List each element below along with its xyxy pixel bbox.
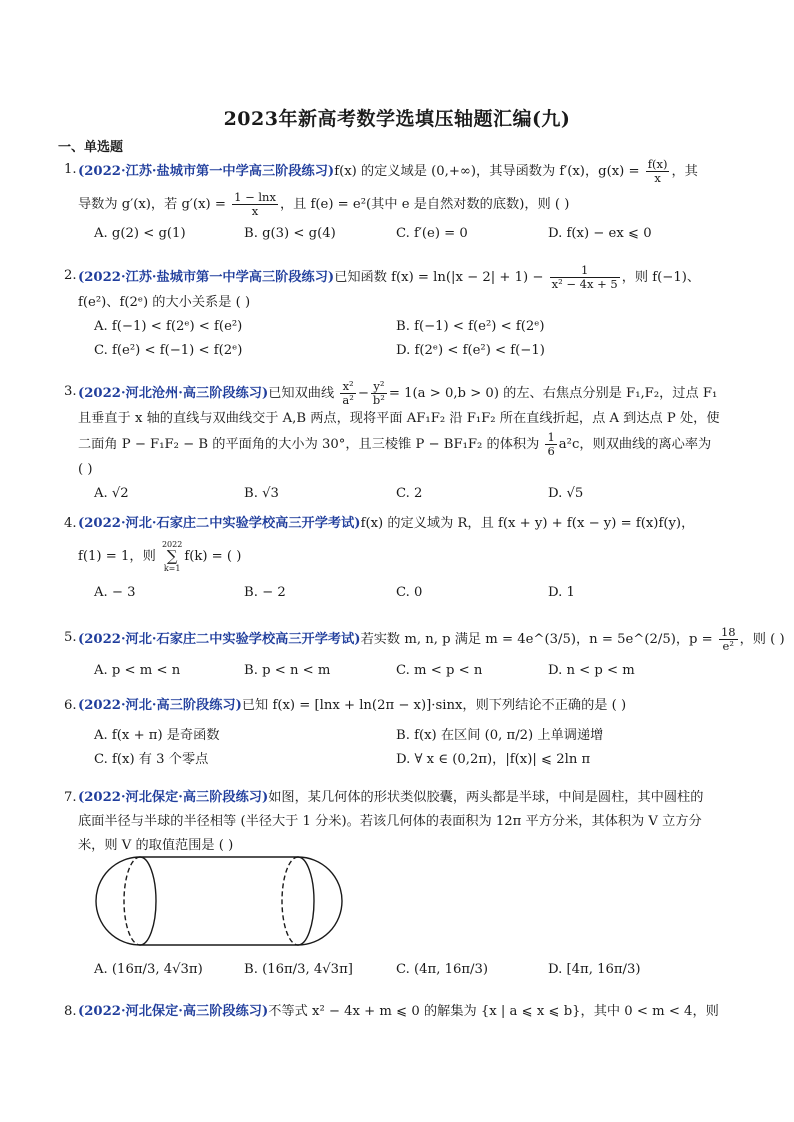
option-b: B. √3 bbox=[244, 486, 279, 501]
option-c: C. f′(e) = 0 bbox=[396, 226, 468, 241]
fraction: $\frac{1 - \ln x}{x}$ bbox=[234, 190, 276, 218]
option-row bbox=[78, 339, 726, 363]
question-4: 4. (2022·河北·石家庄二中实验学校高三开学考试)f(x) 的定义域为 R，且 f(x + y) + f(x − y) = f(x)f(y)， f(1) = 1，则 2022 ∑ k=1 f(k) = ( ) A. − 3 B. − 2 C. 0 D. 1 bbox=[78, 512, 726, 605]
summation: 2022 ∑ k=1 bbox=[161, 540, 183, 573]
question-source: (2022·河北沧州·高三阶段练习) bbox=[78, 386, 269, 401]
question-5: 5. (2022·河北·石家庄二中实验学校高三开学考试)若实数 m, n, p 满足 m = 4e^(3/5)，n = 5e^(2/5)，p = $\frac{18}{\text{e²}}$ ，则 ( ) A. p < m < n B. p < n < m C. m < p < n D. n < p < m bbox=[78, 626, 726, 683]
option-d: D. f(2ᵉ) < f(e²) < f(−1) bbox=[396, 343, 545, 358]
question-7-options bbox=[78, 958, 726, 982]
option-b: B. g(3) < g(4) bbox=[244, 226, 336, 241]
page-title: 2023年新高考数学选填压轴题汇编(九) bbox=[223, 108, 571, 130]
fraction: $\frac{1}{\text{x² − 4x + 5}}$ bbox=[551, 263, 618, 291]
option-row bbox=[78, 581, 726, 605]
question-number: 7. bbox=[64, 790, 77, 805]
option-a: A. (16π/3, 4√3π) bbox=[94, 962, 203, 977]
option-c: C. 2 bbox=[396, 486, 423, 501]
question-6: 6. (2022·河北·高三阶段练习)已知 f(x) = [lnx + ln(2π − x)]·sinx，则下列结论不正确的是 ( ) A. f(x + π) 是奇函数 B. f(x) 在区间 (0, π/2) 上单调递增 C. f(x) 有 3 个零点 D. ∀ x ∈ (0,2π)，|f(x)| ⩽ 2ln π bbox=[78, 694, 726, 772]
option-row bbox=[78, 724, 726, 748]
question-source: (2022·河北保定·高三阶段练习) bbox=[78, 790, 269, 805]
option-a: A. p < m < n bbox=[94, 663, 181, 678]
option-row bbox=[78, 222, 726, 246]
option-c: C. 0 bbox=[396, 585, 423, 600]
question-number: 5. bbox=[64, 630, 77, 645]
question-number: 1. bbox=[64, 162, 77, 177]
left-hemisphere-arc bbox=[96, 857, 140, 945]
option-a: A. √2 bbox=[94, 486, 129, 501]
question-number: 4. bbox=[64, 516, 77, 531]
option-d: D. 1 bbox=[548, 585, 575, 600]
question-number: 3. bbox=[64, 384, 77, 399]
question-source: (2022·河北·高三阶段练习) bbox=[78, 698, 242, 713]
question-number: 2. bbox=[64, 268, 77, 283]
question-3: 3. (2022·河北沧州·高三阶段练习)已知双曲线 $\frac{\text{x²}}{\text{a²}}$ − $\frac{\text{y²}}{\text{b²}}$ = 1(a > 0,b > 0) 的左、右焦点分别是 F₁,F₂，过点 F₁ 且垂直于 x 轴的直线与双曲线交于 A,B 两点，现将平面 AF₁F₂ 沿 F₁F₂ 所在直线折起，点 A 到达点 P 处，使 二面角 P − F₁F₂ − B 的平面角的大小为 30°，且三棱锥 P − BF₁F₂ 的体积为 $\frac{1}{6}$ a²c，则双曲线的离心率为 ( ) A. √2 B. √3 C. 2 D. √5 bbox=[78, 380, 726, 506]
right-circle-back-arc bbox=[282, 857, 298, 945]
right-hemisphere-arc bbox=[298, 857, 342, 945]
option-d: D. ∀ x ∈ (0,2π)，|f(x)| ⩽ 2ln π bbox=[396, 752, 591, 767]
question-1: 1. (2022·江苏·盐城市第一中学高三阶段练习)f(x) 的定义域是 (0,+∞)，其导函数为 f′(x)，g(x) = $\frac{f(x)}{x}$ ，其 导数为 g′(x)，若 g′(x) = $\frac{1 - \ln x}{x}$ ，且 f(e) = e²(其中 e 是自然对数的底数)，则 ( ) A. g(2) < g(1) B. g(3) < g(4) C. f′(e) = 0 D. f(x) − ex ⩽ 0 bbox=[78, 158, 726, 246]
option-a: A. f(−1) < f(2ᵉ) < f(e²) bbox=[94, 319, 243, 334]
option-c: C. m < p < n bbox=[396, 663, 483, 678]
option-c: C. f(e²) < f(−1) < f(2ᵉ) bbox=[94, 343, 243, 358]
question-number: 8. bbox=[64, 1004, 77, 1019]
option-b: B. p < n < m bbox=[244, 663, 331, 678]
option-b: B. (16π/3, 4√3π] bbox=[244, 962, 353, 977]
option-c: C. f(x) 有 3 个零点 bbox=[94, 752, 209, 767]
option-row bbox=[78, 958, 726, 982]
question-source: (2022·河北·石家庄二中实验学校高三开学考试) bbox=[78, 632, 361, 647]
question-number: 6. bbox=[64, 698, 77, 713]
fraction: $\frac{18}{\text{e²}}$ bbox=[720, 625, 736, 653]
fraction: $\frac{1}{6}$ bbox=[547, 430, 555, 458]
left-circle-back-arc bbox=[124, 857, 140, 945]
question-2: 2. (2022·江苏·盐城市第一中学高三阶段练习)已知函数 f(x) = ln(|x − 2| + 1) − $\frac{1}{\text{x² − 4x + 5}}$ ，则 f(−1)、 f(e²)、f(2ᵉ) 的大小关系是 ( ) A. f(−1) < f(2ᵉ) < f(e²) B. f(−1) < f(e²) < f(2ᵉ) C. f(e²) < f(−1) < f(2ᵉ) D. f(2ᵉ) < f(e²) < f(−1) bbox=[78, 264, 726, 363]
section-heading: 一、单选题 bbox=[58, 140, 124, 155]
question-source: (2022·江苏·盐城市第一中学高三阶段练习) bbox=[78, 164, 335, 179]
question-source: (2022·江苏·盐城市第一中学高三阶段练习) bbox=[78, 270, 335, 285]
right-circle-front-arc bbox=[298, 857, 314, 945]
fraction: $\frac{\text{x²}}{\text{a²}}$ bbox=[342, 379, 354, 407]
left-circle-front-arc bbox=[140, 857, 156, 945]
option-a: A. g(2) < g(1) bbox=[94, 226, 186, 241]
question-7: 7. (2022·河北保定·高三阶段练习)如图，某几何体的形状类似胶囊，两头都是半球，中间是圆柱，其中圆柱的 底面半径与半球的半径相等 (半径大于 1 分米)。若该几何体的表面积为 12π 平方分米，其体积为 V 立方分 米，则 V 的取值范围是 ( ) bbox=[78, 786, 726, 858]
option-a: A. f(x + π) 是奇函数 bbox=[94, 728, 220, 743]
option-d: D. √5 bbox=[548, 486, 584, 501]
question-8: 8. (2022·河北保定·高三阶段练习)不等式 x² − 4x + m ⩽ 0 的解集为 {x | a ⩽ x ⩽ b}，其中 0 < m < 4，则 bbox=[78, 1000, 726, 1024]
fraction: $\frac{f(x)}{x}$ bbox=[647, 157, 668, 185]
question-source: (2022·河北保定·高三阶段练习) bbox=[78, 1004, 269, 1019]
option-b: B. f(−1) < f(e²) < f(2ᵉ) bbox=[396, 319, 545, 334]
option-d: D. [4π, 16π/3) bbox=[548, 962, 641, 977]
option-row bbox=[78, 659, 726, 683]
capsule-figure bbox=[92, 853, 346, 949]
option-d: D. n < p < m bbox=[548, 663, 635, 678]
option-c: C. (4π, 16π/3) bbox=[396, 962, 489, 977]
option-row bbox=[78, 482, 726, 506]
option-a: A. − 3 bbox=[94, 585, 136, 600]
option-row bbox=[78, 315, 726, 339]
option-b: B. − 2 bbox=[244, 585, 286, 600]
fraction: $\frac{\text{y²}}{\text{b²}}$ bbox=[372, 379, 385, 407]
option-d: D. f(x) − ex ⩽ 0 bbox=[548, 226, 652, 241]
option-b: B. f(x) 在区间 (0, π/2) 上单调递增 bbox=[396, 728, 604, 743]
option-row bbox=[78, 748, 726, 772]
question-source: (2022·河北·石家庄二中实验学校高三开学考试) bbox=[78, 516, 361, 531]
